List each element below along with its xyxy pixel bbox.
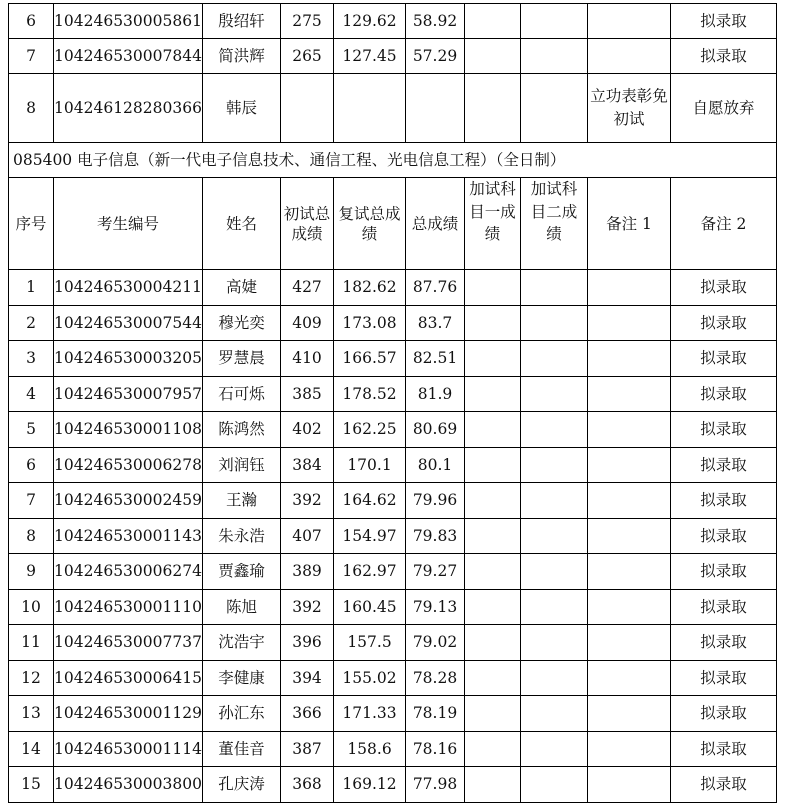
cell-name: 孔庆涛 xyxy=(203,767,281,803)
cell-note1 xyxy=(588,4,671,39)
cell-retest: 171.33 xyxy=(334,696,406,732)
table-row xyxy=(9,696,777,732)
cell-total: 80.69 xyxy=(406,412,465,448)
cell-id: 104246530003205 xyxy=(54,341,203,377)
cell-initial: 265 xyxy=(281,39,334,74)
table-row xyxy=(9,270,777,306)
cell-initial: 396 xyxy=(281,625,334,661)
cell-name: 石可烁 xyxy=(203,376,281,412)
cell-seq: 9 xyxy=(9,554,54,590)
section-title: 085400 电子信息（新一代电子信息技术、通信工程、光电信息工程）（全日制） xyxy=(9,143,777,178)
cell-note2: 拟录取 xyxy=(671,731,777,767)
cell-seq: 6 xyxy=(9,4,54,39)
table-row xyxy=(9,731,777,767)
cell-seq: 5 xyxy=(9,412,54,448)
table-row xyxy=(9,305,777,341)
table-row xyxy=(9,767,777,803)
cell-initial: 407 xyxy=(281,518,334,554)
cell-note2: 拟录取 xyxy=(671,767,777,803)
cell-retest: 164.62 xyxy=(334,483,406,519)
cell-retest: 129.62 xyxy=(334,4,406,39)
cell-total: 79.27 xyxy=(406,554,465,590)
cell-name: 刘润钰 xyxy=(203,447,281,483)
cell-retest: 154.97 xyxy=(334,518,406,554)
program-section xyxy=(9,143,777,270)
header-row xyxy=(9,178,777,270)
cell-note1 xyxy=(588,412,671,448)
cell-extra2 xyxy=(521,447,588,483)
cell-seq: 14 xyxy=(9,731,54,767)
cell-seq: 12 xyxy=(9,660,54,696)
cell-extra1 xyxy=(465,660,521,696)
cell-name: 陈鸿然 xyxy=(203,412,281,448)
cell-extra1 xyxy=(465,518,521,554)
cell-total: 80.1 xyxy=(406,447,465,483)
previous-program-rows xyxy=(9,4,777,143)
header-name: 姓名 xyxy=(203,178,281,270)
cell-note2: 拟录取 xyxy=(671,447,777,483)
cell-extra1 xyxy=(465,39,521,74)
cell-id: 104246530007544 xyxy=(54,305,203,341)
cell-note2: 拟录取 xyxy=(671,412,777,448)
cell-initial: 368 xyxy=(281,767,334,803)
cell-retest: 157.5 xyxy=(334,625,406,661)
cell-total: 87.76 xyxy=(406,270,465,306)
cell-note1 xyxy=(588,483,671,519)
header-id: 考生编号 xyxy=(54,178,203,270)
cell-id: 104246530005861 xyxy=(54,4,203,39)
cell-note1 xyxy=(588,341,671,377)
cell-initial: 385 xyxy=(281,376,334,412)
cell-extra2 xyxy=(521,696,588,732)
cell-note1 xyxy=(588,731,671,767)
cell-retest: 178.52 xyxy=(334,376,406,412)
cell-total: 79.96 xyxy=(406,483,465,519)
cell-seq: 6 xyxy=(9,447,54,483)
cell-total: 79.83 xyxy=(406,518,465,554)
cell-extra1 xyxy=(465,341,521,377)
cell-retest: 182.62 xyxy=(334,270,406,306)
cell-name: 穆光奕 xyxy=(203,305,281,341)
header-extra2: 加试科目二成绩 xyxy=(521,178,588,270)
cell-total: 78.16 xyxy=(406,731,465,767)
cell-seq: 2 xyxy=(9,305,54,341)
cell-id: 104246530003800 xyxy=(54,767,203,803)
cell-note2: 拟录取 xyxy=(671,39,777,74)
cell-note2: 拟录取 xyxy=(671,660,777,696)
cell-id: 104246128280366 xyxy=(54,74,203,143)
cell-note1 xyxy=(588,767,671,803)
cell-extra2 xyxy=(521,589,588,625)
cell-id: 104246530002459 xyxy=(54,483,203,519)
cell-total: 78.28 xyxy=(406,660,465,696)
cell-total: 79.02 xyxy=(406,625,465,661)
cell-seq: 3 xyxy=(9,341,54,377)
cell-initial: 275 xyxy=(281,4,334,39)
section-title-row xyxy=(9,143,777,178)
cell-extra1 xyxy=(465,376,521,412)
cell-initial: 384 xyxy=(281,447,334,483)
cell-extra1 xyxy=(465,4,521,39)
cell-initial: 427 xyxy=(281,270,334,306)
cell-retest: 158.6 xyxy=(334,731,406,767)
cell-note1 xyxy=(588,660,671,696)
cell-id: 104246530006274 xyxy=(54,554,203,590)
cell-extra1 xyxy=(465,625,521,661)
table-row xyxy=(9,376,777,412)
cell-extra2 xyxy=(521,376,588,412)
cell-seq: 4 xyxy=(9,376,54,412)
cell-id: 104246530001108 xyxy=(54,412,203,448)
cell-extra1 xyxy=(465,74,521,143)
cell-id: 104246530001143 xyxy=(54,518,203,554)
cell-id: 104246530001110 xyxy=(54,589,203,625)
header-retest: 复试总成绩 xyxy=(334,178,406,270)
header-note2: 备注 2 xyxy=(671,178,777,270)
cell-id: 104246530004211 xyxy=(54,270,203,306)
cell-initial: 389 xyxy=(281,554,334,590)
cell-id: 104246530007957 xyxy=(54,376,203,412)
table-row xyxy=(9,483,777,519)
cell-note1 xyxy=(588,270,671,306)
cell-note1 xyxy=(588,625,671,661)
cell-initial: 402 xyxy=(281,412,334,448)
cell-total: 81.9 xyxy=(406,376,465,412)
table-row xyxy=(9,74,777,143)
cell-note1 xyxy=(588,376,671,412)
cell-name: 沈浩宇 xyxy=(203,625,281,661)
cell-extra2 xyxy=(521,4,588,39)
cell-initial: 392 xyxy=(281,589,334,625)
data-rows xyxy=(9,270,777,803)
cell-note2: 拟录取 xyxy=(671,696,777,732)
cell-note1 xyxy=(588,305,671,341)
cell-extra2 xyxy=(521,731,588,767)
cell-retest: 162.97 xyxy=(334,554,406,590)
cell-extra1 xyxy=(465,696,521,732)
cell-note1 xyxy=(588,447,671,483)
table-row xyxy=(9,412,777,448)
cell-seq: 11 xyxy=(9,625,54,661)
admission-results-table xyxy=(8,3,777,803)
cell-note2: 拟录取 xyxy=(671,589,777,625)
cell-seq: 8 xyxy=(9,518,54,554)
header-note1: 备注 1 xyxy=(588,178,671,270)
table-row xyxy=(9,625,777,661)
cell-extra1 xyxy=(465,589,521,625)
cell-extra1 xyxy=(465,305,521,341)
cell-name: 孙汇东 xyxy=(203,696,281,732)
cell-extra2 xyxy=(521,74,588,143)
table-row xyxy=(9,341,777,377)
cell-extra1 xyxy=(465,731,521,767)
table-row xyxy=(9,518,777,554)
table-row xyxy=(9,589,777,625)
cell-extra2 xyxy=(521,305,588,341)
cell-total: 83.7 xyxy=(406,305,465,341)
cell-extra1 xyxy=(465,767,521,803)
cell-extra2 xyxy=(521,554,588,590)
cell-note2: 拟录取 xyxy=(671,305,777,341)
cell-id: 104246530007737 xyxy=(54,625,203,661)
cell-total: 77.98 xyxy=(406,767,465,803)
cell-note2: 自愿放弃 xyxy=(671,74,777,143)
cell-retest: 166.57 xyxy=(334,341,406,377)
cell-note1 xyxy=(588,554,671,590)
cell-note2: 拟录取 xyxy=(671,270,777,306)
cell-initial: 410 xyxy=(281,341,334,377)
cell-initial: 409 xyxy=(281,305,334,341)
cell-note1 xyxy=(588,589,671,625)
cell-id: 104246530001114 xyxy=(54,731,203,767)
cell-note2: 拟录取 xyxy=(671,341,777,377)
cell-note2: 拟录取 xyxy=(671,518,777,554)
cell-id: 104246530006415 xyxy=(54,660,203,696)
cell-note2: 拟录取 xyxy=(671,4,777,39)
cell-initial: 394 xyxy=(281,660,334,696)
cell-name: 韩辰 xyxy=(203,74,281,143)
cell-extra2 xyxy=(521,270,588,306)
cell-total xyxy=(406,74,465,143)
cell-total: 57.29 xyxy=(406,39,465,74)
cell-seq: 7 xyxy=(9,483,54,519)
cell-extra1 xyxy=(465,483,521,519)
cell-name: 陈旭 xyxy=(203,589,281,625)
cell-name: 贾鑫瑜 xyxy=(203,554,281,590)
cell-id: 104246530007844 xyxy=(54,39,203,74)
table-row xyxy=(9,447,777,483)
cell-seq: 7 xyxy=(9,39,54,74)
cell-seq: 15 xyxy=(9,767,54,803)
cell-extra1 xyxy=(465,554,521,590)
table-row xyxy=(9,554,777,590)
cell-seq: 10 xyxy=(9,589,54,625)
cell-initial: 366 xyxy=(281,696,334,732)
cell-initial: 387 xyxy=(281,731,334,767)
cell-retest: 155.02 xyxy=(334,660,406,696)
table-row xyxy=(9,39,777,74)
cell-total: 82.51 xyxy=(406,341,465,377)
cell-name: 李健康 xyxy=(203,660,281,696)
cell-note2: 拟录取 xyxy=(671,376,777,412)
cell-name: 高婕 xyxy=(203,270,281,306)
cell-name: 罗慧晨 xyxy=(203,341,281,377)
cell-name: 简洪辉 xyxy=(203,39,281,74)
cell-note1: 立功表彰免初试 xyxy=(588,74,671,143)
cell-extra2 xyxy=(521,483,588,519)
cell-initial xyxy=(281,74,334,143)
cell-retest: 173.08 xyxy=(334,305,406,341)
cell-seq: 8 xyxy=(9,74,54,143)
cell-retest: 160.45 xyxy=(334,589,406,625)
table-row xyxy=(9,660,777,696)
cell-note1 xyxy=(588,518,671,554)
cell-retest: 162.25 xyxy=(334,412,406,448)
header-total: 总成绩 xyxy=(406,178,465,270)
cell-note1 xyxy=(588,39,671,74)
cell-note2: 拟录取 xyxy=(671,554,777,590)
cell-name: 董佳音 xyxy=(203,731,281,767)
cell-retest: 169.12 xyxy=(334,767,406,803)
cell-extra1 xyxy=(465,270,521,306)
cell-extra2 xyxy=(521,518,588,554)
cell-retest: 170.1 xyxy=(334,447,406,483)
cell-total: 58.92 xyxy=(406,4,465,39)
cell-extra2 xyxy=(521,625,588,661)
cell-extra2 xyxy=(521,412,588,448)
cell-total: 79.13 xyxy=(406,589,465,625)
cell-seq: 1 xyxy=(9,270,54,306)
cell-seq: 13 xyxy=(9,696,54,732)
cell-extra1 xyxy=(465,447,521,483)
cell-extra2 xyxy=(521,767,588,803)
cell-retest xyxy=(334,74,406,143)
header-initial: 初试总成绩 xyxy=(281,178,334,270)
cell-extra2 xyxy=(521,341,588,377)
cell-id: 104246530001129 xyxy=(54,696,203,732)
cell-note1 xyxy=(588,696,671,732)
cell-total: 78.19 xyxy=(406,696,465,732)
table-row xyxy=(9,4,777,39)
cell-name: 朱永浩 xyxy=(203,518,281,554)
cell-extra1 xyxy=(465,412,521,448)
cell-name: 殷绍轩 xyxy=(203,4,281,39)
cell-id: 104246530006278 xyxy=(54,447,203,483)
cell-initial: 392 xyxy=(281,483,334,519)
cell-note2: 拟录取 xyxy=(671,483,777,519)
cell-extra2 xyxy=(521,660,588,696)
header-extra1: 加试科目一成绩 xyxy=(465,178,521,270)
cell-retest: 127.45 xyxy=(334,39,406,74)
header-seq: 序号 xyxy=(9,178,54,270)
cell-name: 王瀚 xyxy=(203,483,281,519)
cell-note2: 拟录取 xyxy=(671,625,777,661)
cell-extra2 xyxy=(521,39,588,74)
